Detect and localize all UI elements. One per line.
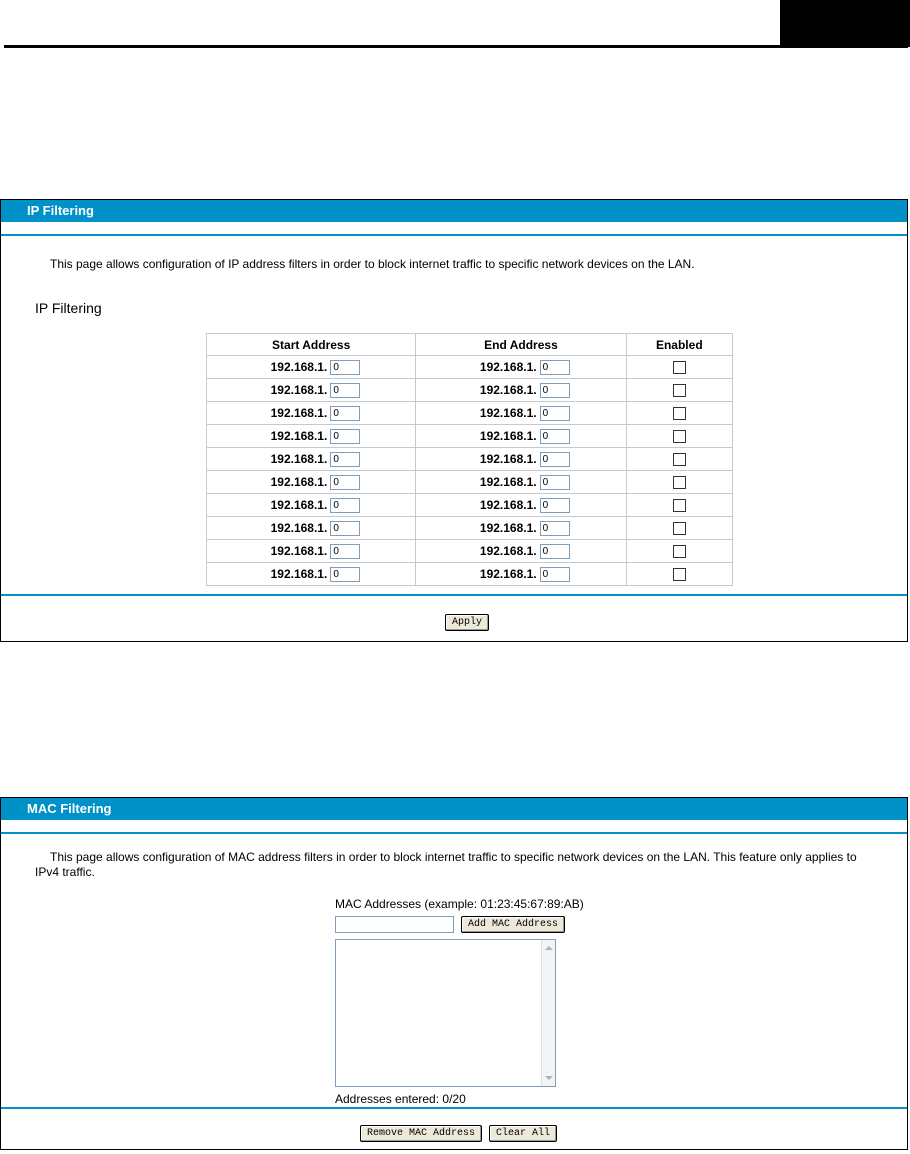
end-address-octet-input[interactable] — [540, 406, 570, 421]
mac-list-label: MAC Addresses (example: 01:23:45:67:89:AB) — [335, 897, 584, 911]
start-address-octet-input[interactable] — [330, 475, 360, 490]
mac-filtering-panel — [0, 797, 908, 1150]
start-address-octet-input[interactable] — [330, 406, 360, 421]
end-address-cell — [416, 517, 626, 540]
end-address-prefix: 192.168.1. — [479, 498, 537, 512]
enabled-cell — [626, 356, 732, 379]
mac-filtering-title: MAC Filtering — [1, 798, 907, 820]
enabled-cell — [626, 379, 732, 402]
mac-filtering-description-line1: This page allows configuration of MAC address filters in order to block internet traffic to specific network devices on the LAN. This feature only applies to — [50, 850, 857, 864]
enabled-checkbox[interactable] — [673, 430, 686, 443]
end-address-cell — [416, 494, 626, 517]
end-address-octet-input[interactable] — [540, 521, 570, 536]
end-address-cell — [416, 540, 626, 563]
end-address-prefix: 192.168.1. — [479, 429, 537, 443]
end-address-octet-input[interactable] — [540, 360, 570, 375]
end-address-prefix: 192.168.1. — [479, 452, 537, 466]
end-address-prefix: 192.168.1. — [479, 475, 537, 489]
start-address-cell — [207, 379, 416, 402]
column-header-enabled: Enabled — [626, 334, 732, 356]
end-address-prefix: 192.168.1. — [479, 567, 537, 581]
end-address-prefix: 192.168.1. — [479, 360, 537, 374]
end-address-cell — [416, 379, 626, 402]
ip-filtering-description: This page allows configuration of IP address filters in order to block internet traffic to specific network devices on the LAN. — [50, 257, 695, 271]
mac-list-scrollbar[interactable] — [541, 940, 555, 1086]
start-address-cell — [207, 494, 416, 517]
add-mac-address-button[interactable]: Add MAC Address — [461, 916, 565, 933]
table-row — [207, 471, 733, 494]
start-address-prefix: 192.168.1. — [270, 521, 328, 535]
start-address-prefix: 192.168.1. — [270, 498, 328, 512]
end-address-prefix: 192.168.1. — [479, 544, 537, 558]
start-address-cell — [207, 563, 416, 586]
enabled-cell — [626, 402, 732, 425]
table-row — [207, 356, 733, 379]
start-address-octet-input[interactable] — [330, 498, 360, 513]
end-address-octet-input[interactable] — [540, 544, 570, 559]
enabled-checkbox[interactable] — [673, 522, 686, 535]
start-address-prefix: 192.168.1. — [270, 383, 328, 397]
apply-button[interactable]: Apply — [445, 614, 489, 631]
enabled-cell — [626, 494, 732, 517]
enabled-cell — [626, 471, 732, 494]
enabled-cell — [626, 448, 732, 471]
start-address-prefix: 192.168.1. — [270, 429, 328, 443]
footer-rule — [1, 1107, 907, 1109]
table-row — [207, 425, 733, 448]
enabled-checkbox[interactable] — [673, 499, 686, 512]
mac-filtering-description-line2: IPv4 traffic. — [35, 865, 95, 879]
column-header-end: End Address — [416, 334, 626, 356]
end-address-octet-input[interactable] — [540, 429, 570, 444]
end-address-prefix: 192.168.1. — [479, 406, 537, 420]
start-address-prefix: 192.168.1. — [270, 452, 328, 466]
ip-filtering-title: IP Filtering — [1, 200, 907, 222]
title-rule — [1, 234, 907, 236]
start-address-prefix: 192.168.1. — [270, 544, 328, 558]
start-address-cell — [207, 425, 416, 448]
ip-filtering-section-heading: IP Filtering — [35, 300, 102, 316]
start-address-octet-input[interactable] — [330, 521, 360, 536]
title-rule — [1, 832, 907, 834]
start-address-octet-input[interactable] — [330, 360, 360, 375]
end-address-octet-input[interactable] — [540, 383, 570, 398]
enabled-cell — [626, 425, 732, 448]
table-row — [207, 540, 733, 563]
end-address-cell — [416, 563, 626, 586]
table-row — [207, 379, 733, 402]
table-row — [207, 402, 733, 425]
enabled-checkbox[interactable] — [673, 361, 686, 374]
scroll-up-icon[interactable] — [545, 946, 553, 950]
ip-filter-table — [206, 333, 733, 586]
start-address-prefix: 192.168.1. — [270, 475, 328, 489]
ip-filtering-panel — [0, 199, 908, 642]
start-address-octet-input[interactable] — [330, 567, 360, 582]
start-address-cell — [207, 517, 416, 540]
footer-rule — [1, 594, 907, 596]
header-black-block — [780, 0, 910, 47]
start-address-cell — [207, 448, 416, 471]
table-row — [207, 448, 733, 471]
start-address-prefix: 192.168.1. — [270, 360, 328, 374]
start-address-octet-input[interactable] — [330, 383, 360, 398]
enabled-cell — [626, 517, 732, 540]
enabled-cell — [626, 540, 732, 563]
remove-mac-address-button[interactable]: Remove MAC Address — [360, 1125, 482, 1142]
header-rule — [4, 45, 908, 48]
addresses-entered-count: Addresses entered: 0/20 — [335, 1092, 466, 1106]
start-address-octet-input[interactable] — [330, 544, 360, 559]
table-row — [207, 494, 733, 517]
end-address-cell — [416, 402, 626, 425]
mac-address-input[interactable] — [335, 916, 454, 933]
start-address-cell — [207, 540, 416, 563]
enabled-cell — [626, 563, 732, 586]
scroll-down-icon[interactable] — [545, 1076, 553, 1080]
end-address-octet-input[interactable] — [540, 452, 570, 467]
start-address-prefix: 192.168.1. — [270, 406, 328, 420]
end-address-cell — [416, 356, 626, 379]
enabled-checkbox[interactable] — [673, 568, 686, 581]
start-address-octet-input[interactable] — [330, 429, 360, 444]
end-address-cell — [416, 471, 626, 494]
clear-all-button[interactable]: Clear All — [489, 1125, 557, 1142]
end-address-octet-input[interactable] — [540, 567, 570, 582]
table-row — [207, 563, 733, 586]
enabled-checkbox[interactable] — [673, 476, 686, 489]
start-address-cell — [207, 402, 416, 425]
enabled-checkbox[interactable] — [673, 545, 686, 558]
enabled-checkbox[interactable] — [673, 407, 686, 420]
enabled-checkbox[interactable] — [673, 453, 686, 466]
enabled-checkbox[interactable] — [673, 384, 686, 397]
end-address-octet-input[interactable] — [540, 475, 570, 490]
end-address-octet-input[interactable] — [540, 498, 570, 513]
column-header-start: Start Address — [207, 334, 416, 356]
start-address-cell — [207, 356, 416, 379]
start-address-cell — [207, 471, 416, 494]
table-row — [207, 517, 733, 540]
end-address-cell — [416, 448, 626, 471]
end-address-prefix: 192.168.1. — [479, 383, 537, 397]
start-address-prefix: 192.168.1. — [270, 567, 328, 581]
mac-address-list[interactable] — [335, 939, 556, 1087]
end-address-prefix: 192.168.1. — [479, 521, 537, 535]
start-address-octet-input[interactable] — [330, 452, 360, 467]
end-address-cell — [416, 425, 626, 448]
